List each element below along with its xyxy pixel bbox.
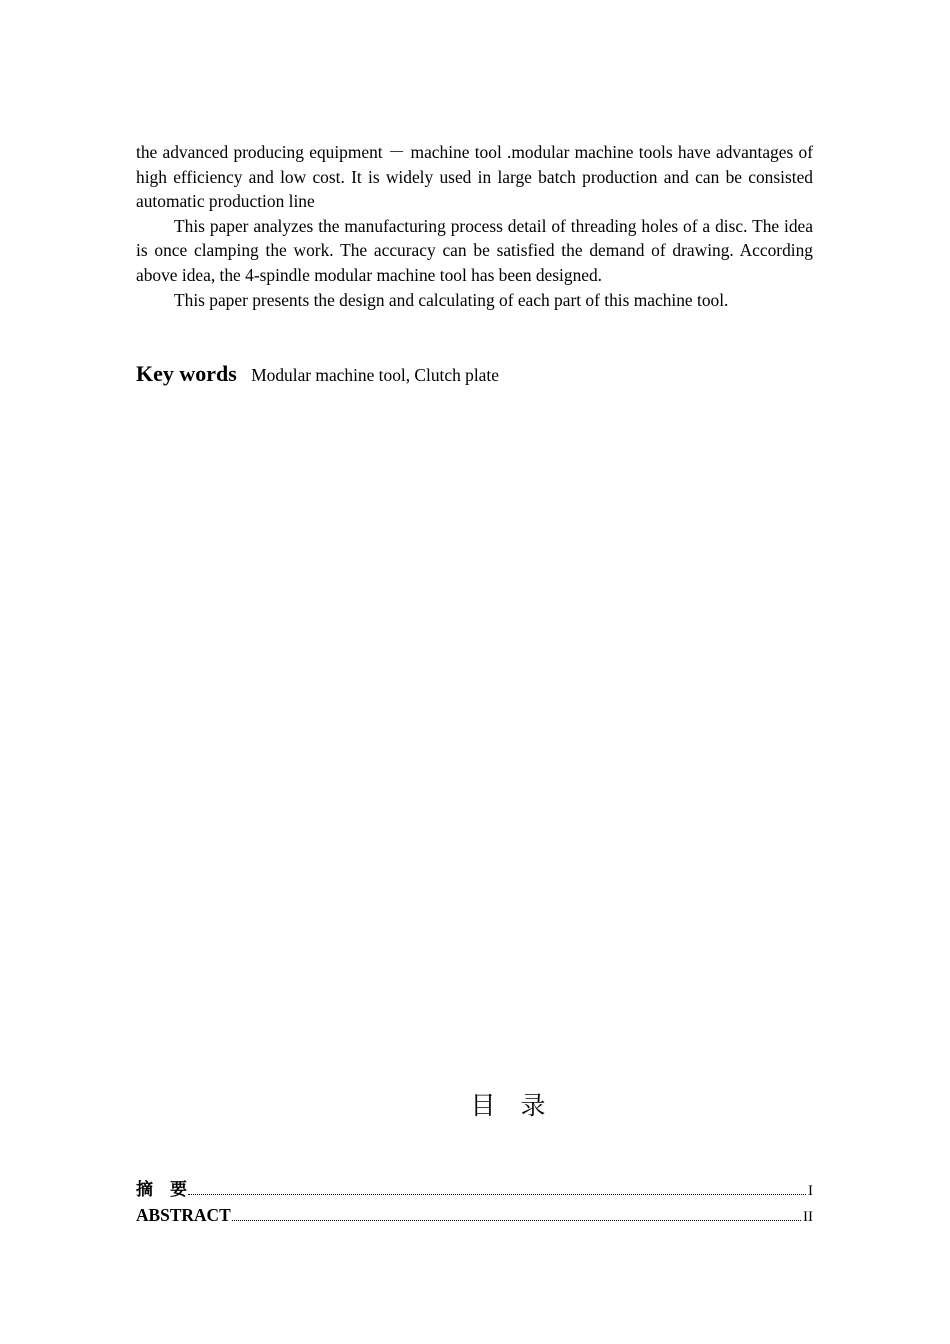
toc-entry-label: 摘 要: [136, 1180, 187, 1200]
toc-title: 目 录: [470, 1091, 546, 1120]
toc-entry[interactable]: [136, 1178, 813, 1203]
abstract-paragraph: This paper analyzes the manufacturing process detail of threading holes of a disc. The idea is once clamping the work. The accuracy can be satisfied the demand of drawing. According above idea, the 4-spindle modular machine tool has been designed.: [136, 215, 813, 285]
keywords-line: [136, 360, 813, 389]
toc-entry-page: II: [803, 1209, 813, 1225]
toc-dot-leader: [188, 1194, 806, 1195]
abstract-paragraph: This paper presents the design and calculating of each part of this machine tool.: [174, 289, 729, 310]
table-of-contents: [136, 1178, 813, 1228]
toc-entry[interactable]: [136, 1203, 813, 1228]
abstract-body: [136, 140, 813, 312]
toc-entry-label: ABSTRACT: [136, 1205, 231, 1225]
keywords-value: Modular machine tool, Clutch plate: [251, 365, 499, 385]
toc-entry-page: I: [808, 1183, 813, 1199]
abstract-paragraph: the advanced producing equipment － machine tool .modular machine tools have advantages of high efficiency and low cost. It is widely used in large batch production and can be consisted automatic production line: [136, 142, 813, 212]
toc-dot-leader: [232, 1220, 801, 1221]
keywords-label: Key words: [136, 361, 237, 386]
